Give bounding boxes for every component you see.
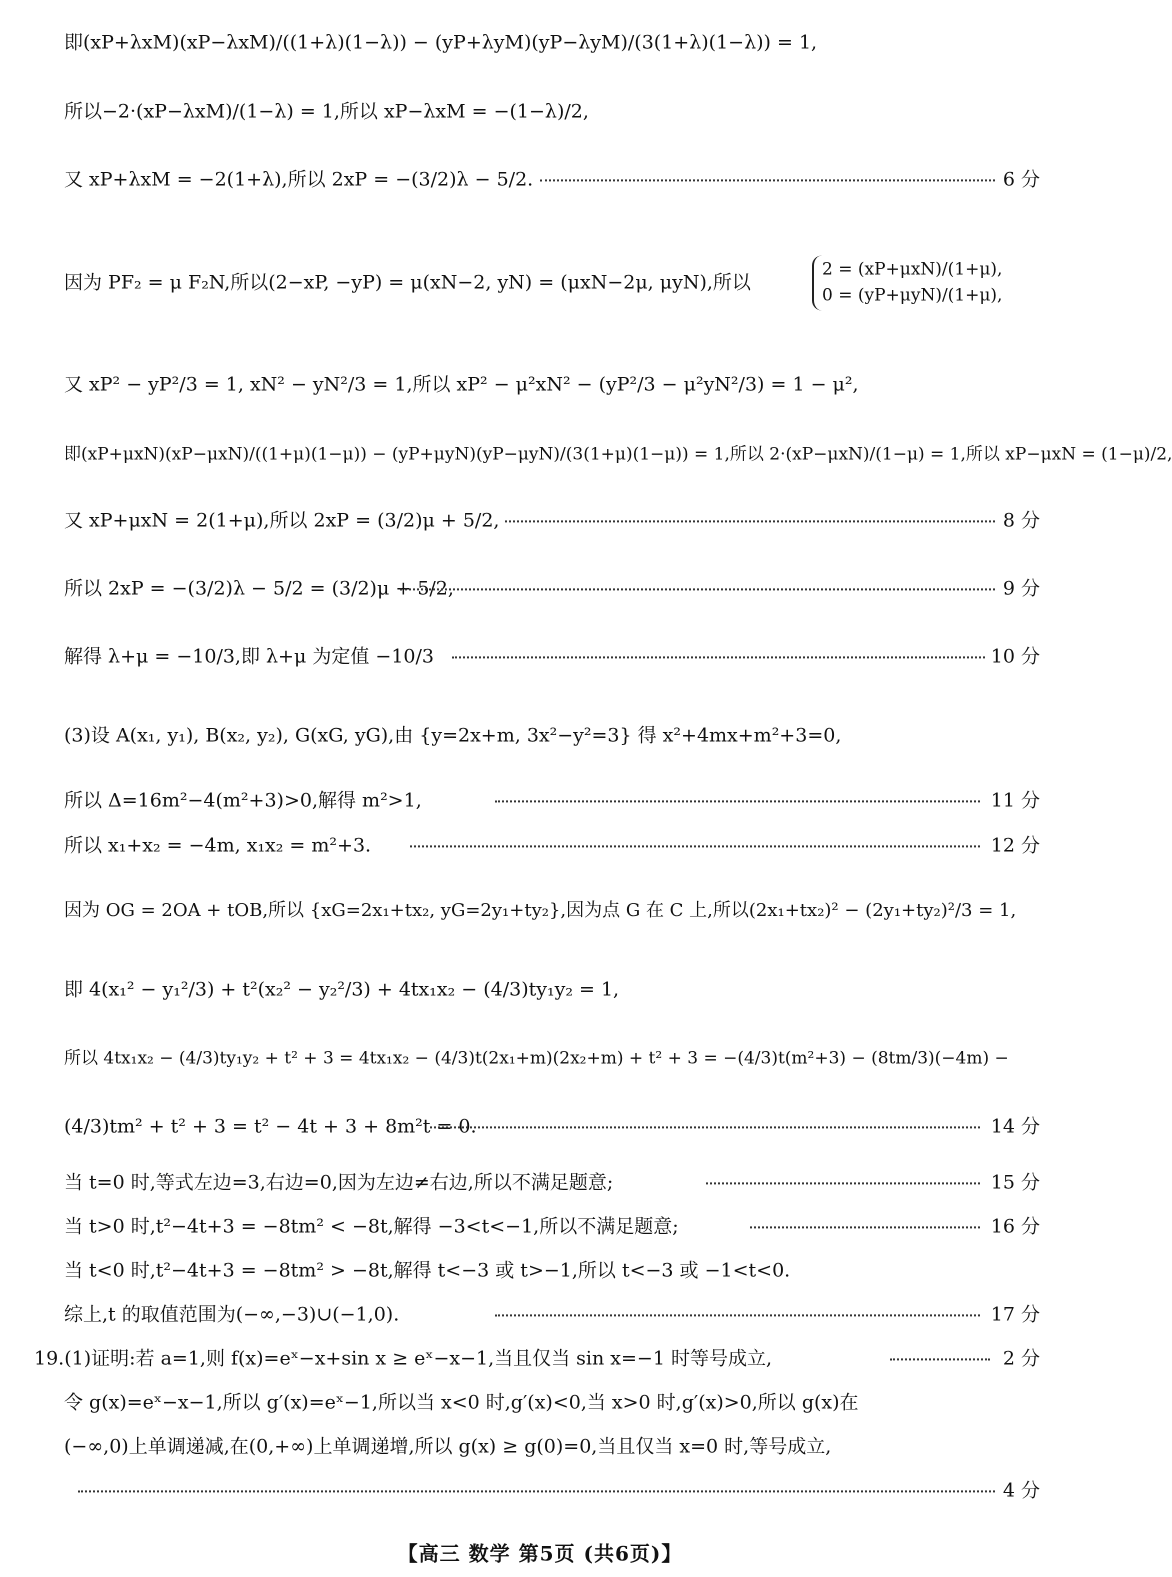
line-text: 综上,t 的取值范围为(−∞,−3)∪(−1,0).	[64, 1303, 400, 1326]
line-text: 所以 Δ=16m²−4(m²+3)>0,解得 m²>1,	[64, 789, 422, 812]
leader-dots	[78, 1490, 995, 1492]
line-text: 当 t=0 时,等式左边=3,右边=0,因为左边≠右边,所以不满足题意;	[64, 1171, 614, 1194]
solution-line	[0, 1391, 1080, 1414]
score-mark: 8 分	[1002, 509, 1040, 532]
solution-line	[0, 100, 1080, 123]
line-text: 所以 4tx₁x₂ − (4/3)ty₁y₂ + t² + 3 = 4tx₁x₂ − (4/3)t(2x₁+m)(2x₂+m) + t² + 3 = −(4/3)t(m²+3) − (8tm/3)(−4m) −	[64, 1048, 1009, 1069]
page-footer: 【高三 数学 第5页 (共6页)】	[397, 1541, 683, 1566]
score-mark: 15 分	[990, 1171, 1040, 1194]
line-text: 即(xP+λxM)(xP−λxM)/((1+λ)(1−λ)) − (yP+λyM)(yP−λyM)/(3(1+λ)(1−λ)) = 1,	[64, 31, 818, 54]
line-text: 令 g(x)=eˣ−x−1,所以 g′(x)=eˣ−1,所以当 x<0 时,g′(x)<0,当 x>0 时,g′(x)>0,所以 g(x)在	[64, 1391, 859, 1414]
leader-dots	[706, 1182, 980, 1184]
solution-line	[0, 900, 1080, 921]
score-mark: 16 分	[990, 1215, 1040, 1238]
line-text: 当 t>0 时,t²−4t+3 = −8tm² < −8t,解得 −3<t<−1,所以不满足题意;	[64, 1215, 679, 1238]
leader-dots	[750, 1226, 980, 1228]
line-text: 又 xP+μxN = 2(1+μ),所以 2xP = (3/2)μ + 5/2,	[64, 509, 500, 532]
line-text: 又 xP² − yP²/3 = 1, xN² − yN²/3 = 1,所以 xP² − μ²xN² − (yP²/3 − μ²yN²/3) = 1 − μ²,	[64, 373, 859, 396]
solution-line	[0, 1115, 1080, 1138]
solution-line	[0, 168, 1080, 191]
solution-line	[0, 1171, 1080, 1194]
solution-line	[0, 1479, 1080, 1502]
leader-dots	[410, 845, 980, 847]
score-mark: 17 分	[990, 1303, 1040, 1326]
score-mark: 12 分	[990, 834, 1040, 857]
solution-line	[0, 1303, 1080, 1326]
leader-dots	[400, 588, 995, 590]
leader-dots	[890, 1358, 990, 1360]
solution-line	[0, 1048, 1080, 1069]
line-text: (−∞,0)上单调递减,在(0,+∞)上单调递增,所以 g(x) ≥ g(0)=0,当且仅当 x=0 时,等号成立,	[64, 1435, 832, 1458]
solution-line	[0, 1259, 1080, 1282]
solution-line	[0, 373, 1080, 396]
leader-dots	[452, 656, 985, 658]
solution-line	[0, 31, 1080, 54]
score-mark: 6 分	[1002, 168, 1040, 191]
leader-dots	[430, 1126, 980, 1128]
line-text: 所以−2·(xP−λxM)/(1−λ) = 1,所以 xP−λxM = −(1−λ)/2,	[64, 100, 589, 123]
solution-line	[0, 509, 1080, 532]
solution-line	[0, 444, 1172, 465]
score-mark: 11 分	[990, 789, 1040, 812]
score-mark: 14 分	[990, 1115, 1040, 1138]
score-mark: 2 分	[1002, 1347, 1040, 1370]
line-text: (4/3)tm² + t² + 3 = t² − 4t + 3 + 8m²t = 0.	[64, 1115, 477, 1138]
leader-dots	[495, 800, 980, 802]
score-mark: 10 分	[990, 645, 1040, 668]
score-mark: 4 分	[1002, 1479, 1040, 1502]
solution-line	[0, 789, 1080, 812]
solution-line	[0, 978, 1080, 1001]
solution-line	[0, 724, 1080, 747]
line-text: 因为 PF₂ = μ F₂N,所以(2−xP, −yP) = μ(xN−2, yN) = (μxN−2μ, μyN),所以	[64, 271, 751, 294]
line-text: 又 xP+λxM = −2(1+λ),所以 2xP = −(3/2)λ − 5/2.	[64, 168, 534, 191]
leader-dots	[505, 520, 995, 522]
leader-dots	[540, 179, 995, 181]
line-text: 即 4(x₁² − y₁²/3) + t²(x₂² − y₂²/3) + 4tx₁x₂ − (4/3)ty₁y₂ = 1,	[64, 978, 620, 1001]
line-text: 解得 λ+μ = −10/3,即 λ+μ 为定值 −10/3	[64, 645, 434, 668]
solution-line	[0, 259, 1080, 305]
leader-dots	[495, 1314, 980, 1316]
solution-line	[0, 1435, 1080, 1458]
line-text: 当 t<0 时,t²−4t+3 = −8tm² > −8t,解得 t<−3 或 t>−1,所以 t<−3 或 −1<t<0.	[64, 1259, 791, 1282]
solution-line	[0, 1215, 1080, 1238]
line-text: 所以 x₁+x₂ = −4m, x₁x₂ = m²+3.	[64, 834, 372, 857]
system-eq-2: 0 = (yP+μyN)/(1+μ),	[822, 285, 1003, 305]
line-text: 即(xP+μxN)(xP−μxN)/((1+μ)(1−μ)) − (yP+μyN)(yP−μyN)/(3(1+μ)(1−μ)) = 1,所以 2·(xP−μxN)/(1−μ) = 1,所以 xP−μxN = (1−μ)/2,	[64, 444, 1172, 465]
line-text: (3)设 A(x₁, y₁), B(x₂, y₂), G(xG, yG),由 {y=2x+m, 3x²−y²=3} 得 x²+4mx+m²+3=0,	[64, 724, 842, 747]
line-text: 所以 2xP = −(3/2)λ − 5/2 = (3/2)μ + 5/2,	[64, 577, 454, 600]
equation-system	[812, 256, 1002, 311]
solution-line	[0, 1347, 1080, 1370]
score-mark: 9 分	[1002, 577, 1040, 600]
line-text: 因为 OG = 2OA + tOB,所以 {xG=2x₁+tx₂, yG=2y₁+ty₂},因为点 G 在 C 上,所以(2x₁+tx₂)² − (2y₁+ty₂)²/3 = 1,	[64, 900, 1017, 921]
line-text: 19.(1)证明:若 a=1,则 f(x)=eˣ−x+sin x ≥ eˣ−x−1,当且仅当 sin x=−1 时等号成立,	[34, 1347, 772, 1370]
system-eq-1: 2 = (xP+μxN)/(1+μ),	[822, 259, 1003, 280]
solution-line	[0, 577, 1080, 600]
solution-line	[0, 834, 1080, 857]
solution-line	[0, 645, 1080, 668]
